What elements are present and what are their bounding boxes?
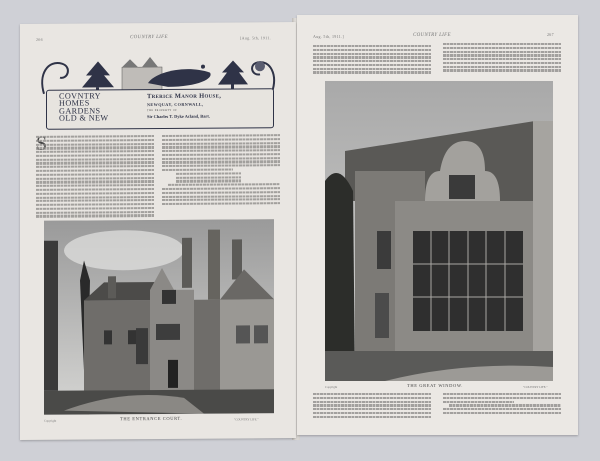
right-photo-caption: THE GREAT WINDOW. — [407, 383, 463, 388]
series-title-line: GARDENS — [59, 106, 101, 116]
right-bottom-column-1 — [313, 393, 431, 419]
series-title-line: COVNTRY — [59, 91, 101, 101]
left-running-title: COUNTRY LIFE — [130, 34, 168, 41]
right-page-number: 267 — [547, 32, 554, 37]
right-page — [297, 15, 578, 435]
right-running-date: Aug. 5th, 1911.] — [313, 34, 344, 39]
entrance-court-photo — [44, 219, 274, 415]
right-top-column-1 — [313, 45, 431, 75]
left-photo-credit-right: "COUNTRY LIFE." — [234, 417, 259, 422]
right-top-column-2 — [443, 43, 561, 73]
banner-scroll — [46, 88, 274, 130]
series-title — [59, 92, 109, 122]
left-column-1 — [36, 135, 154, 219]
series-title-line: HOMES — [59, 98, 90, 109]
country-homes-banner — [38, 52, 278, 132]
left-photo-caption: THE ENTRANCE COURT. — [120, 415, 183, 422]
left-photo-credit-left: Copyright — [44, 418, 57, 423]
property-of-label: THE PROPERTY OF — [147, 108, 178, 113]
left-page — [20, 22, 296, 440]
right-photo-credit-right: "COUNTRY LIFE." — [523, 385, 548, 389]
left-running-date: [Aug. 5th, 1911. — [240, 35, 271, 41]
house-title: Trerice Manor House, — [147, 92, 222, 101]
right-bottom-column-2 — [443, 393, 561, 416]
manor-house-photo-icon — [44, 219, 274, 415]
left-column-2 — [162, 134, 280, 207]
left-page-number: 266 — [36, 36, 43, 42]
verse-quote — [162, 172, 280, 183]
series-title-line: OLD & NEW — [59, 113, 109, 123]
owner-name: Sir Charles T. Dyke Acland, Bart. — [147, 113, 210, 120]
great-window-photo — [325, 81, 553, 381]
house-location: NEWQUAY, CORNWALL, — [147, 101, 204, 108]
great-window-photo-icon — [325, 81, 553, 381]
right-running-title: COUNTRY LIFE — [413, 33, 451, 38]
right-photo-credit-left: Copyright — [325, 385, 338, 389]
